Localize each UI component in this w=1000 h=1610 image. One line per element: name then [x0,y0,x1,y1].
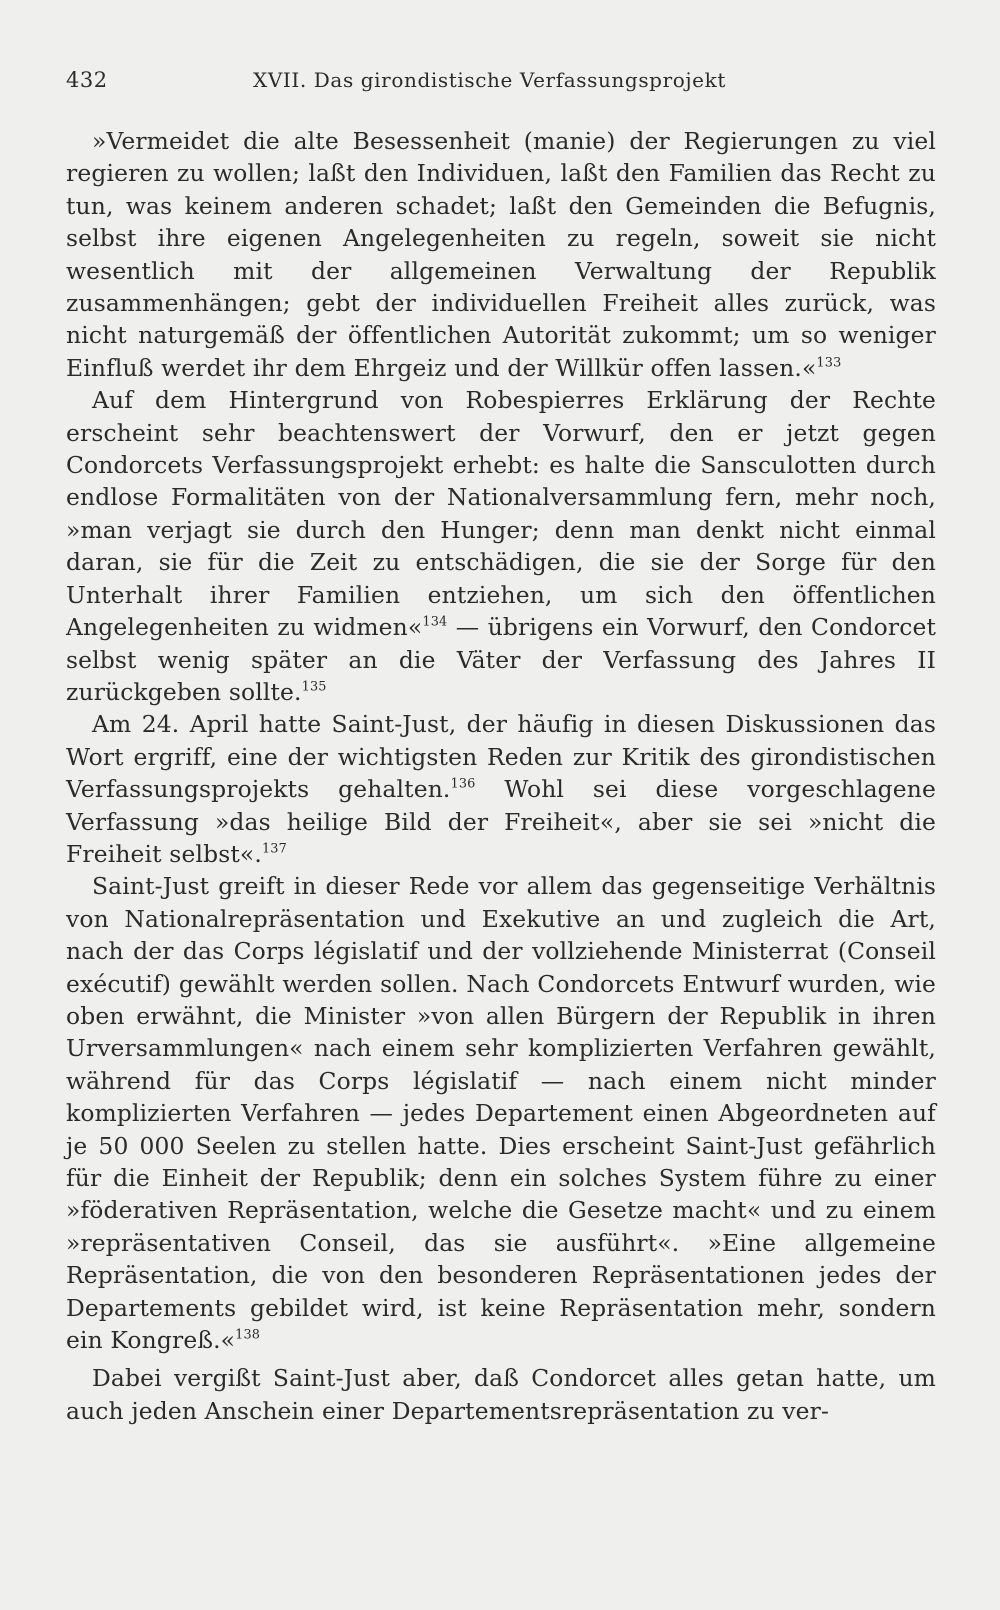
paragraph-text: — übrigens ein Vorwurf, den Condorcet selbst wenig später an die Väter der Verfassung des Jahres II zurückgeben sollte. [66,613,937,706]
paragraph-saint-just-speech [66,708,936,870]
paragraph-saint-just-critique [66,870,936,1356]
paragraph-quote-condorcet [66,125,936,384]
paragraph-text: Wohl sei diese vorgeschlagene Verfassung »das heilige Bild der Freiheit«, aber sie sei »nicht die Freiheit selbst«. [66,775,936,868]
page-number: 432 [66,68,108,92]
paragraph-text: Am 24. April hatte Saint-Just, der häufig in diesen Diskussionen das Wort ergriff, eine der wichtigsten Reden zur Kritik des girondistischen Verfassungsprojekts gehalten. [66,710,936,804]
paragraph-continuation [66,1362,936,1427]
footnote-ref-138: 138 [235,1327,261,1343]
paragraph-text: Saint-Just greift in dieser Rede vor allem das gegenseitige Verhältnis von Nationalrepräsentation und Exekutive an und zugleich die Art, nach der das Corps législatif und der vollziehende Ministerrat (Conseil exécutif) gewählt werden sollen. Nach Condorcets Entwurf wurden, wie oben erwähnt, die Minister »von allen Bürgern der Republik in ihren Urversammlungen« nach einem sehr komplizierten Verfahren gewählt, während für das Corps législatif — nach einem nicht minder komplizierten Verfahren — jedes Departement einen Abgeordneten auf je 50 000 Seelen zu stellen hatte. Dies erscheint Saint-Just gefährlich für die Einheit der Republik; denn ein solches System führe zu einer »föderativen Repräsentation, welche die Gesetze macht« und zu einem »repräsentativen Conseil, das sie ausführt«. »Eine allgemeine Repräsentation, die von den besonderen Repräsentationen jedes der Departements gebildet wird, ist keine Repräsentation mehr, sondern ein Kongreß.« [66,872,936,1355]
paragraph-text: »Vermeidet die alte Besessenheit (manie) der Regierungen zu viel regieren zu wollen; laßt den Individuen, laßt den Familien das Recht zu tun, was keinem anderen schadet; laßt den Gemeinden die Befugnis, selbst ihre eigenen Angelegenheiten zu regeln, soweit sie nicht wesentlich mit der allgemeinen Verwaltung der Republik zusammenhängen; gebt der individuellen Freiheit alles zurück, was nicht naturgemäß der öffentlichen Autorität zukommt; um so weniger Einfluß werdet ihr dem Ehrgeiz und der Willkür offen lassen.« [66,127,936,382]
footnote-ref-135: 135 [301,679,327,695]
footnote-ref-134: 134 [422,614,448,630]
chapter-title: XVII. Das girondistische Verfassungsprojekt [253,68,726,92]
paragraph-text: Auf dem Hintergrund von Robespierres Erklärung der Rechte erscheint sehr beachtenswert der Vorwurf, den er jetzt gegen Condorcets Verfassungsprojekt erhebt: es halte die Sansculotten durch endlose Formalitäten von der Nationalversammlung fern, mehr noch, »man verjagt sie durch den Hunger; denn man denkt nicht einmal daran, sie für die Zeit zu entschädigen, die sie der Sorge für den Unterhalt ihrer Familien entziehen, um sich den öffentlichen Angelegenheiten zu widmen« [66,386,936,642]
body-text [66,125,936,1427]
footnote-ref-136: 136 [450,776,476,792]
running-head [66,68,936,102]
paragraph-text: Dabei vergißt Saint-Just aber, daß Condorcet alles getan hatte, um auch jeden Anschein einer Departementsrepräsentation zu ver- [66,1364,936,1425]
footnote-ref-137: 137 [261,841,287,857]
paragraph-robespierre [66,384,936,708]
footnote-ref-133: 133 [816,355,842,371]
